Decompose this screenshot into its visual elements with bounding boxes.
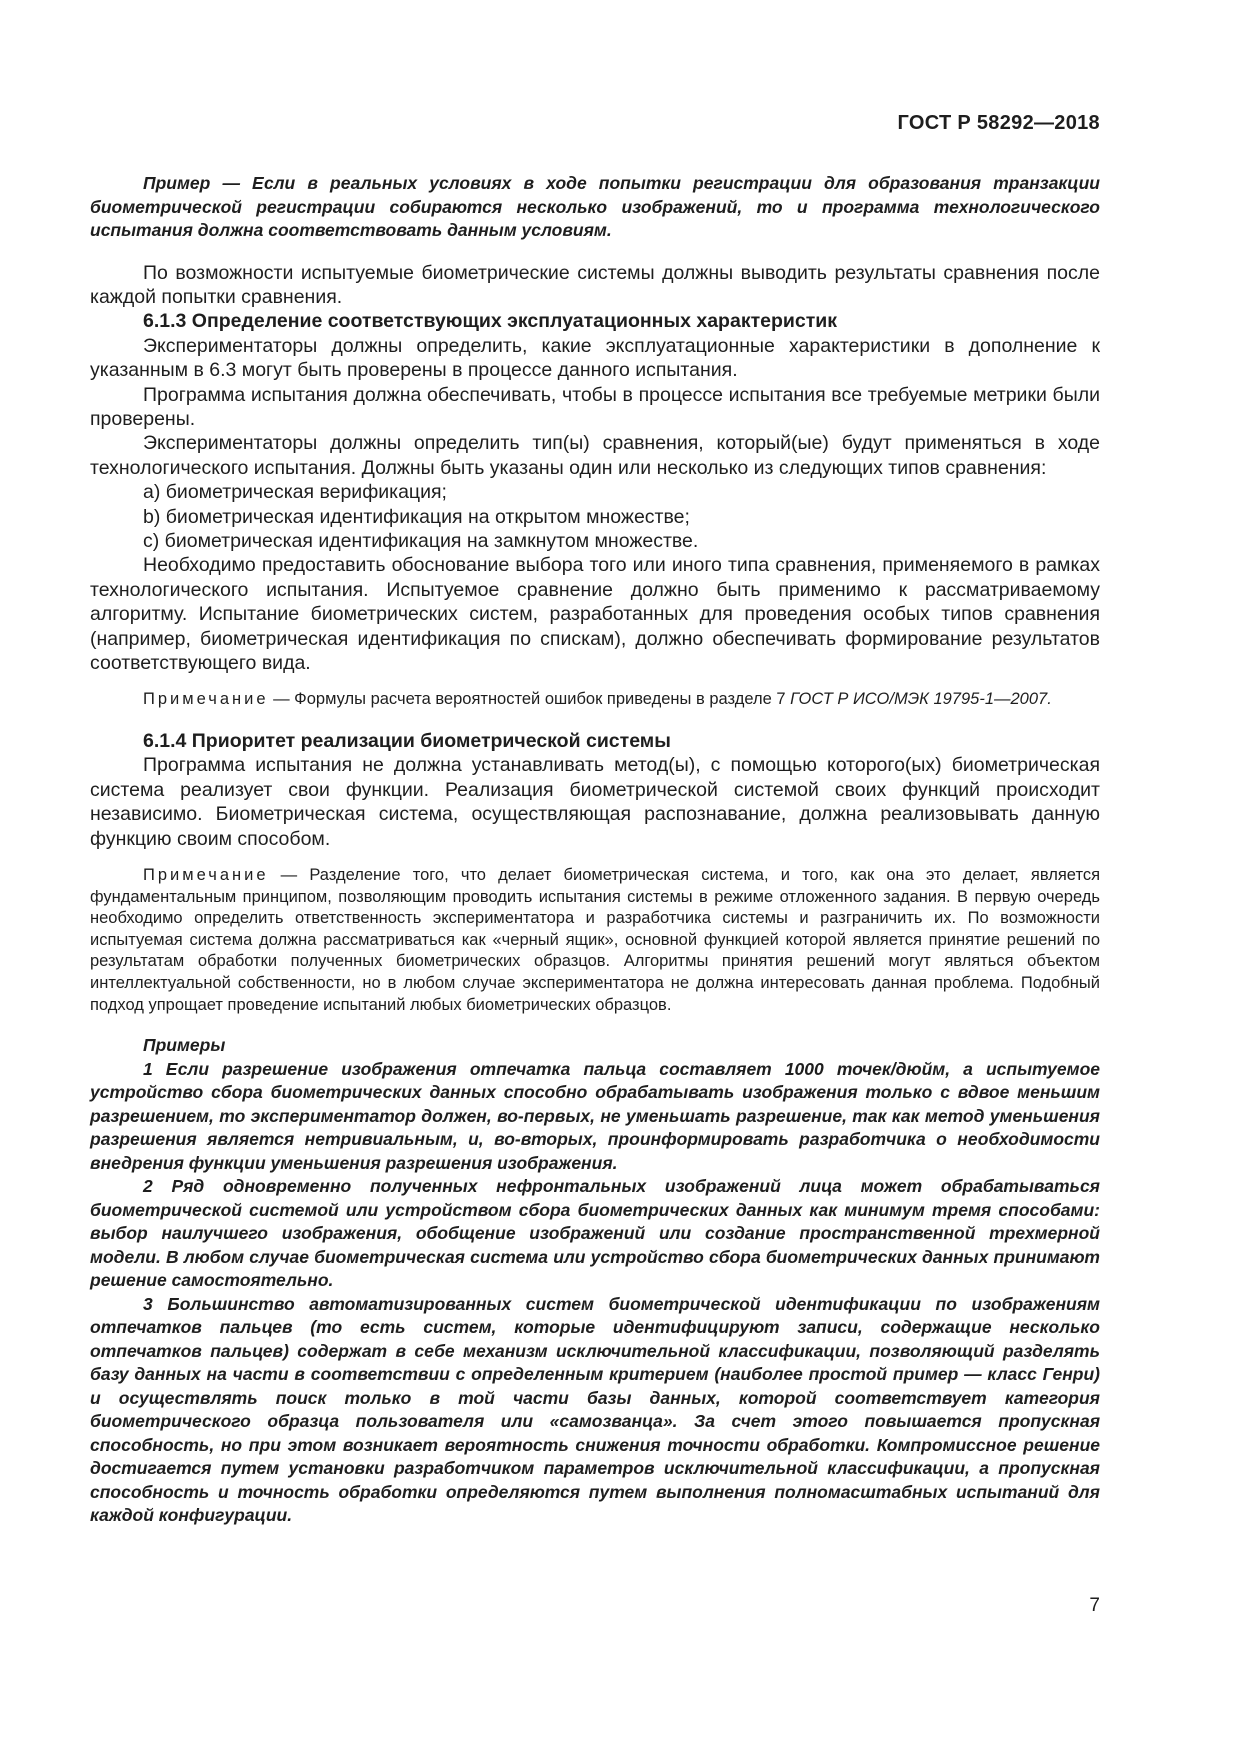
example-item: 3 Большинство автоматизированных систем биометрической идентификации по изображениям отпечатков пальцев (то есть систем, которые идентифицируют записи, содержащие несколько отпечатков пальцев) содержат в себе механизм исключительной классификации, позволяющий разделять базу данных на части в соответствии с определенным критерием (наиболее простой пример — класс Генри) и осуществлять поиск только в той части базы данных, которой соответствует категория биометрического образца пользователя или «самозванца». За счет этого повышается пропускная способность, но при этом возникает вероятность снижения точности обработки. Компромиссное решение достигается путем установки разработчиком параметров исключительной классификации, а пропускная способность и точность обработки определяются путем выполнения полномасштабных испытаний для каждой конфигурации.: [90, 1293, 1100, 1526]
examples-title: Примеры: [143, 1035, 226, 1056]
list-item: c) биометрическая идентификация на замкнутом множестве.: [143, 529, 699, 552]
note-body: — Разделение того, что делает биометрическая система, и того, как она это делает, является фундаментальным принципом, позволяющим проводить испытания системы в режиме отложенного задания. В первую очередь необходимо определить ответственность экспериментатора и разработчика системы и разграничить их. По возможности испытуемая система должна рассматриваться как «черный ящик», основной функцией которой является принятие решений по результатам обработки полученных биометрических образцов. Алгоритмы принятия решений могут являться объектом интеллектуальной собственности, но в любом случае экспериментатора не должна интересовать данная проблема. Подобный подход упрощает проведение испытаний любых биометрических образцов.: [90, 866, 1100, 1014]
examples-block: [90, 1034, 1100, 1528]
example-top: [90, 172, 1100, 243]
paragraph-614-1: Программа испытания не должна устанавливать метод(ы), с помощью которого(ых) биометрическая система реализует свои функции. Реализация биометрической системой своих функций происходит независимо. Биометрическая система, осуществляющая распознавание, должна реализовывать данную функцию своим способом.: [90, 754, 1100, 850]
heading-6-1-3: 6.1.3 Определение соответствующих эксплуатационных характеристик: [143, 310, 838, 333]
note-614-text: [90, 865, 1100, 1016]
paragraph-613-3: Экспериментаторы должны определить тип(ы) сравнения, который(ые) будут применяться в ходе технологического испытания. Должны быть указаны один или несколько из следующих типов сравнения:: [90, 432, 1100, 479]
example-item: 1 Если разрешение изображения отпечатка пальца составляет 1000 точек/дюйм, а испытуемое устройство сбора биометрических данных способно обрабатывать изображения только с вдвое меньшим разрешением, то экспериментатор должен, во-первых, не уменьшать разрешение, так как метод уменьшения разрешения является нетривиальным, и, во-вторых, проинформировать разработчика о необходимости внедрения функции уменьшения разрешения изображения.: [90, 1058, 1100, 1173]
heading-6-1-4: 6.1.4 Приоритет реализации биометрической системы: [143, 730, 671, 752]
note-613: [90, 689, 1100, 711]
paragraph-comparison-results: По возможности испытуемые биометрические системы должны выводить результаты сравнения после каждой попытки сравнения.: [90, 261, 1100, 308]
main-text-block: [90, 261, 1100, 676]
page-number: 7: [1089, 1595, 1100, 1616]
page-content: [90, 172, 1100, 1528]
note-label: Примечание: [143, 690, 269, 709]
note-body: — Формулы расчета вероятностей ошибок приведены в разделе 7: [268, 690, 791, 709]
note-614: [90, 865, 1100, 1016]
example-item: 2 Ряд одновременно полученных нефронтальных изображений лица может обрабатываться биометрической системой или устройством сбора биометрических данных как минимум тремя способами: выбор наилучшего изображения, обобщение изображений или создание пространственной трехмерной модели. В любом случае биометрическая система или устройство сбора биометрических данных принимают решение самостоятельно.: [90, 1176, 1100, 1291]
note-613-text: [90, 689, 1100, 711]
section-614-block: [90, 729, 1100, 851]
paragraph-613-1: Экспериментаторы должны определить, какие эксплуатационные характеристики в дополнение к указанным в 6.3 могут быть проверены в процессе данного испытания.: [90, 334, 1100, 382]
document-code: ГОСТ Р 58292—2018: [897, 112, 1100, 134]
paragraph-613-2: Программа испытания должна обеспечивать, чтобы в процессе испытания все требуемые метрики были проверены.: [90, 383, 1100, 430]
example-top-text: Пример — Если в реальных условиях в ходе попытки регистрации для образования транзакции биометрической регистрации собираются несколько изображений, то и программа технологического испытания должна соответствовать данным условиям.: [90, 173, 1100, 240]
note-label: Примечание: [143, 866, 269, 885]
list-item: a) биометрическая верификация;: [143, 481, 447, 504]
note-reference: ГОСТ Р ИСО/МЭК 19795-1—2007.: [790, 690, 1052, 709]
list-item: b) биометрическая идентификация на открытом множестве;: [143, 505, 690, 528]
paragraph-613-4: Необходимо предоставить обоснование выбора того или иного типа сравнения, применяемого в рамках технологического испытания. Испытуемое сравнение должно быть применимо к рассматриваемому алгоритму. Испытание биометрических систем, разработанных для проведения особых типов сравнения (например, биометрическая идентификация по спискам), должно обеспечивать формирование результатов соответствующего вида.: [90, 554, 1100, 674]
